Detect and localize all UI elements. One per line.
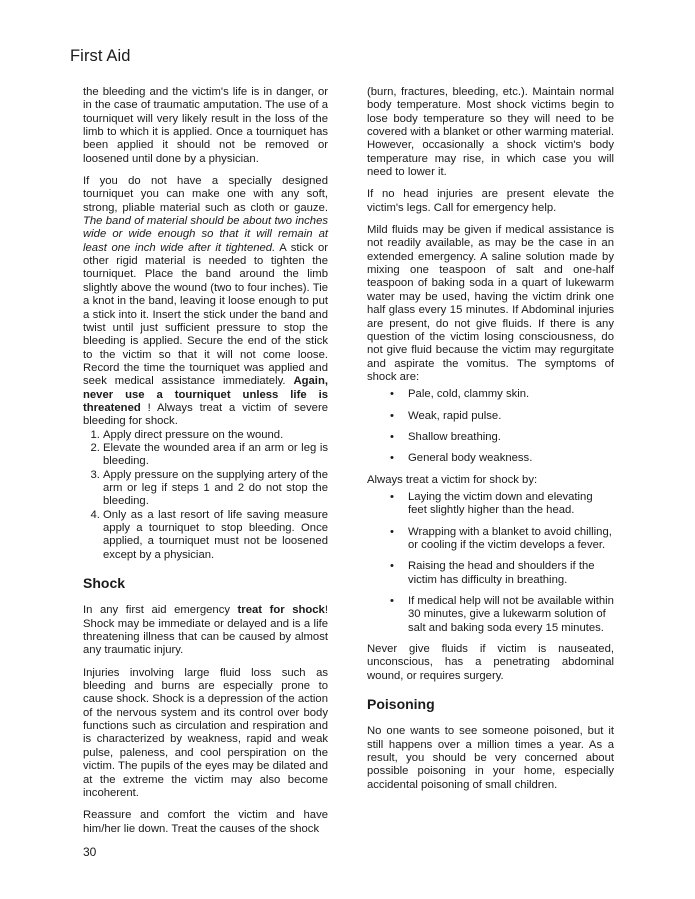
- bleeding-step: 2. Elevate the wounded area if an arm or leg is bleeding.: [103, 442, 328, 469]
- left-column: [83, 86, 328, 836]
- shock-paragraph-3: Reassure and comfort the victim and have him/her lie down. Treat the causes of the shock: [83, 809, 328, 835]
- tourniquet-paragraph-1: the bleeding and the victim's life is in danger, or in the case of traumatic amputation. The use of a tourniquet will very likely result in the loss of the limb to which it is applied. Once a tourniquet has been applied it should not be removed or loosened until done by a physician.: [83, 86, 328, 165]
- shock-heading: Shock: [83, 575, 126, 592]
- running-header: First Aid: [70, 47, 131, 65]
- symptom-item: • Pale, cold, clammy skin.: [408, 388, 614, 401]
- shock-bold-text: treat for shock: [237, 604, 325, 617]
- bleeding-steps-list: [83, 429, 328, 562]
- bleeding-step: 1. Apply direct pressure on the wound.: [103, 429, 328, 442]
- bleeding-step: 3. Apply pressure on the supplying artery of the arm or leg if steps 1 and 2 do not stop the bleeding.: [103, 469, 328, 509]
- symptom-item: • Shallow breathing.: [408, 431, 614, 444]
- shock-paragraph-4: (burn, fractures, bleeding, etc.). Maintain normal body temperature. Most shock victims begin to lose body temperature so they will need to be covered with a blanket or other warming material. However, occasionally a shock victim's body temperature may rise, in which case you will need to lower it.: [367, 86, 614, 179]
- poisoning-heading: Poisoning: [367, 696, 435, 713]
- symptom-item: • General body weakness.: [408, 452, 614, 465]
- treatment-intro: Always treat a victim for shock by:: [367, 473, 538, 486]
- tourniquet-text-a: If you do not have a specially designed tourniquet you can make one with any soft, strong, pliable material such as cloth or gauze.: [83, 175, 328, 214]
- treatment-list: [367, 491, 614, 635]
- treatment-item: • Wrapping with a blanket to avoid chilling, or cooling if the victim develops a fever.: [408, 526, 614, 553]
- symptoms-list: [367, 388, 614, 465]
- tourniquet-text-c: A stick or other rigid material is needed to tighten the tourniquet. Place the band around the limb slightly above the wound (two to four inches). Tie a knot in the band, leaving it loose enough to put a stick into it. Insert the stick under the band and twist until just sufficient pressure to stop the bleeding is applied. Secure the end of the stick to the victim so that it will not come loose. Record the time the tourniquet was applied and seek medical assistance immediately.: [83, 241, 328, 388]
- shock-paragraph-6: Mild fluids may be given if medical assistance is not readily available, as may be the case in an extended emergency. A saline solution made by mixing one teaspoon of salt and one-half teaspoon of baking soda in a quart of lukewarm water may be used, having the victim drink one half glass every 15 minutes. If Abdominal injuries are present, do not give fluids. If there is any question of the victim losing consciousness, do not give fluid because the victim may regurgitate and aspirate the vomitus. The symptoms of shock are:: [367, 224, 614, 383]
- shock-paragraph-7: Never give fluids if victim is nauseated, unconscious, has a penetrating abdominal wound, or requires surgery.: [367, 643, 614, 682]
- shock-text-a: In any first aid emergency: [83, 604, 238, 617]
- poisoning-paragraph-1: No one wants to see someone poisoned, but it still happens over a million times a year. As a result, you should be very concerned about possible poisoning in your home, especially accidental poisoning of small children.: [367, 725, 614, 791]
- shock-paragraph-2: Injuries involving large fluid loss such as bleeding and burns are especially prone to cause shock. Shock is a depression of the action of the nervous system and its control over body functions such as circulation and respiration and is characterized by weakness, rapid and weak pulse, paleness, and cool perspiration on the victim. The pupils of the eyes may be dilated and at the extreme the victim may also become incoherent.: [83, 666, 328, 799]
- tourniquet-warning-bold: Again, never use a tourniquet unless life is threatened: [83, 375, 328, 414]
- symptom-item: • Weak, rapid pulse.: [408, 410, 614, 423]
- right-column: [367, 86, 614, 801]
- tourniquet-text-e: ! Always treat a victim of severe bleeding for shock.: [83, 401, 328, 428]
- bleeding-step: 4. Only as a last resort of life saving measure apply a tourniquet to stop bleeding. Once applied, a tourniquet must not be loosened except by a physician.: [103, 509, 328, 562]
- page-number: 30: [83, 845, 97, 859]
- treatment-item: • Laying the victim down and elevating feet slightly higher than the head.: [408, 491, 614, 518]
- treatment-item: • If medical help will not be available within 30 minutes, give a lukewarm solution of salt and baking soda every 15 minutes.: [408, 595, 614, 635]
- shock-paragraph-1: [83, 604, 328, 657]
- shock-paragraph-5: If no head injuries are present elevate the victim's legs. Call for emergency help.: [367, 188, 614, 214]
- tourniquet-paragraph-2: [83, 175, 328, 429]
- treatment-item: • Raising the head and shoulders if the victim has difficulty in breathing.: [408, 560, 614, 587]
- tourniquet-italic-text: The band of material should be about two inches wide or wide enough so that it will remain at least one inch wide after it tightened.: [83, 215, 328, 254]
- shock-text-c: ! Shock may be immediate or delayed and is a life threatening illness that can be caused by almost any traumatic injury.: [83, 604, 328, 657]
